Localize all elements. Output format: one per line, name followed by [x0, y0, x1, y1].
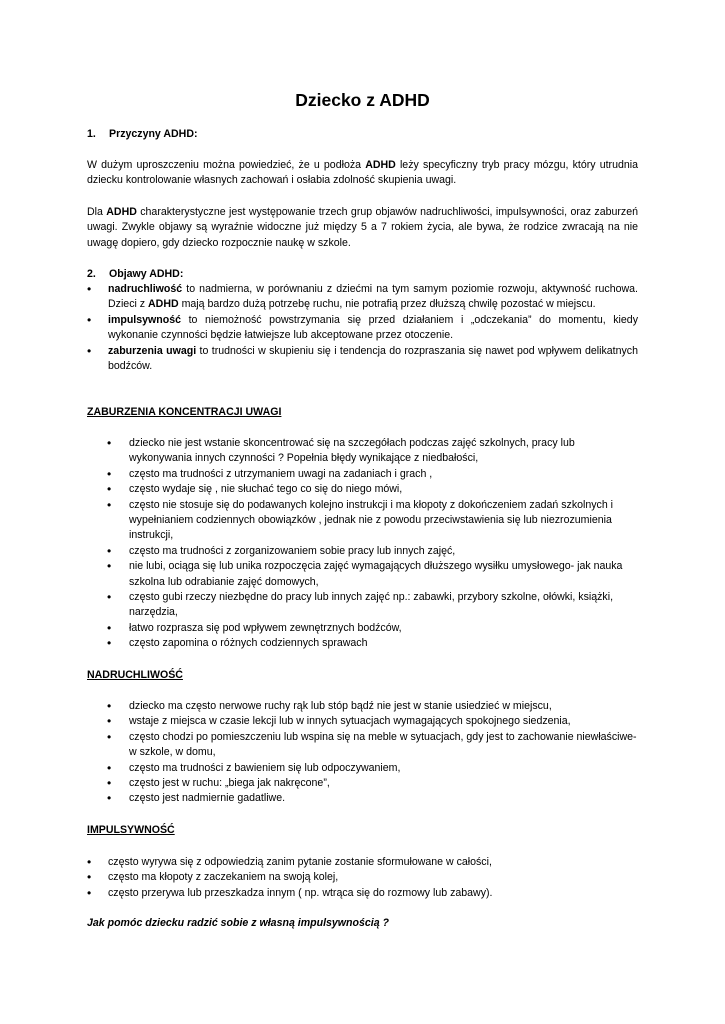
list-item: • często chodzi po pomieszczeniu lub wspina się na meble w sytuacjach, gdy jest to zachowanie niewłaściwe- w szkole, w domu,	[129, 730, 638, 761]
attention-list	[129, 436, 638, 652]
list-item: • często wyrywa się z odpowiedzią zanim pytanie zostanie sformułowane w całości,	[108, 855, 638, 870]
list-item: • często gubi rzeczy niezbędne do pracy lub innych zajęć np.: zabawki, przybory szkolne, ołówki, książki, narzędzia,	[129, 590, 638, 621]
closing-question: Jak pomóc dziecku radzić sobie z własną impulsywnością ?	[87, 917, 390, 929]
list-item: • często przerywa lub przeszkadza innym ( np. wtrąca się do rozmowy lub zabawy).	[108, 886, 638, 901]
list-item: • zaburzenia uwagi to trudności w skupieniu się i tendencja do rozpraszania się nawet pod wpływem delikatnych bodźców.	[108, 344, 638, 375]
list-item: • często jest nadmiernie gadatliwe.	[129, 791, 638, 806]
list-item: • często zapomina o różnych codziennych sprawach	[129, 636, 638, 651]
section-heading-symptoms	[87, 267, 183, 282]
list-item: • często ma trudności z zorganizowaniem sobie pracy lub innych zajęć,	[129, 544, 638, 559]
document-title: Dziecko z ADHD	[295, 90, 430, 110]
list-item: • nie lubi, ociąga się lub unika rozpoczęcia zajęć wymagających dłuższego wysiłku umysłowego- jak nauka szkolna lub odrabianie zajęć domowych,	[129, 559, 638, 590]
section-number: 2.	[87, 268, 96, 280]
section-heading-text: Przyczyny ADHD:	[109, 128, 198, 140]
heading-hyperactivity: NADRUCHLIWOŚĆ	[87, 669, 183, 681]
list-item: • często jest w ruchu: „biega jak nakręcone”,	[129, 776, 638, 791]
list-item: • dziecko ma często nerwowe ruchy rąk lub stóp bądź nie jest w stanie usiedzieć w miejscu,	[129, 699, 638, 714]
list-item: • dziecko nie jest wstanie skoncentrować się na szczegółach podczas zajęć szkolnych, pracy lub wykonywania innych czynności ? Popełnia błędy wynikające z niedbałości,	[129, 436, 638, 467]
impulsivity-list	[108, 855, 638, 901]
list-item: • wstaje z miejsca w czasie lekcji lub w innych sytuacjach wymagających spokojnego siedzenia,	[129, 714, 638, 729]
list-item: • nadruchliwość to nadmierna, w porównaniu z dziećmi na tym samym poziomie rozwoju, aktywność ruchowa. Dzieci z ADHD mają bardzo dużą potrzebę ruchu, nie potrafią przez dłuższą chwilę pozostać w miejscu.	[108, 282, 638, 313]
symptoms-list	[108, 282, 638, 374]
hyperactivity-list	[129, 699, 638, 807]
list-item: • często wydaje się , nie słuchać tego co się do niego mówi,	[129, 482, 638, 497]
heading-attention-disorders: ZABURZENIA KONCENTRACJI UWAGI	[87, 406, 282, 418]
section-heading-text: Objawy ADHD:	[109, 268, 184, 280]
list-item: • łatwo rozprasza się pod wpływem zewnętrznych bodźców,	[129, 621, 638, 636]
paragraph-causes: W dużym uproszczeniu można powiedzieć, że u podłoża ADHD leży specyficzny tryb pracy mózgu, który utrudnia dziecku kontrolowanie własnych zachowań i osłabia zdolność skupienia uwagi.	[87, 159, 638, 187]
heading-impulsivity: IMPULSYWNOŚĆ	[87, 824, 175, 836]
list-item: • często ma trudności z utrzymaniem uwagi na zadaniach i grach ,	[129, 467, 638, 482]
section-heading-causes	[87, 127, 198, 142]
list-item: • często ma trudności z bawieniem się lub odpoczywaniem,	[129, 761, 638, 776]
list-item: • impulsywność to niemożność powstrzymania się przed działaniem i „odczekania” do momentu, kiedy wykonanie czynności będzie łatwiejsze lub akceptowane przez otoczenie.	[108, 313, 638, 344]
paragraph-symptom-groups: Dla ADHD charakterystyczne jest występowanie trzech grup objawów nadruchliwości, impulsywności, oraz zaburzeń uwagi. Zwykle objawy są wyraźnie widoczne już między 5 a 7 rokiem życia, ale bywa, że rodzice zwracają na nie uwagę dopiero, gdy dziecko rozpocznie naukę w szkole.	[87, 206, 639, 249]
list-item: • często ma kłopoty z zaczekaniem na swoją kolej,	[108, 870, 638, 885]
list-item: • często nie stosuje się do podawanych kolejno instrukcji i ma kłopoty z dokończeniem zadań szkolnych i wypełnianiem codziennych obowiązków , jednak nie z powodu przeciwstawienia się lub niezrozumienia instrukcji,	[129, 498, 638, 544]
section-number: 1.	[87, 128, 96, 140]
